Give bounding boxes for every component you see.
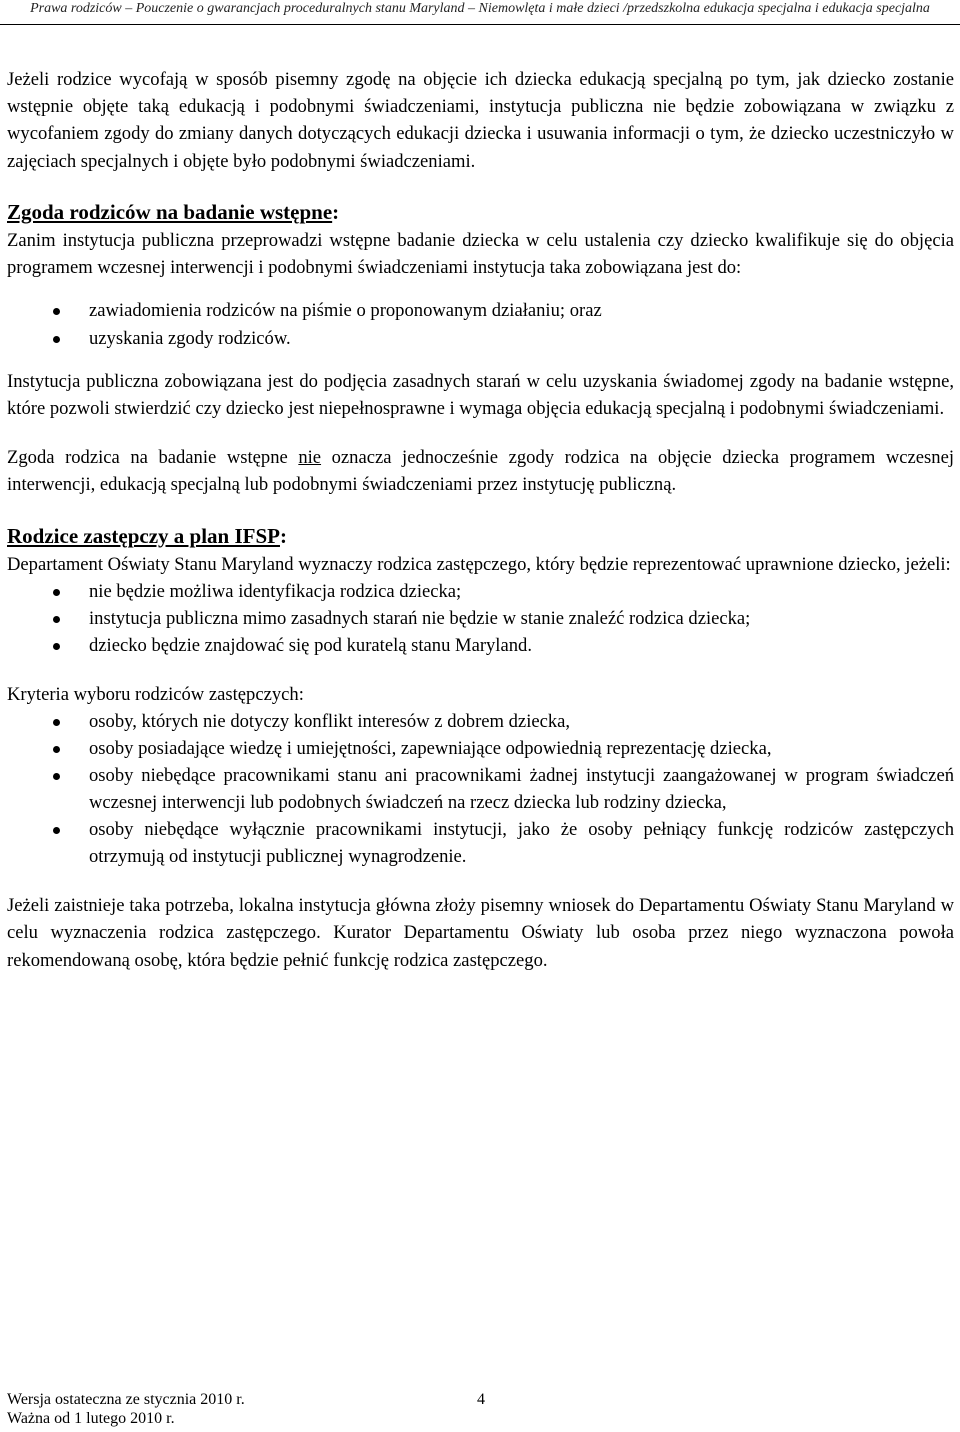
paragraph-final: Jeżeli zaistnieje taka potrzeba, lokalna instytucja główna złoży pisemny wniosek do Departamentu Oświaty Stanu Maryland w celu wyznaczenia rodzica zastępczego. Kurator Departamentu Oświaty lub osoba przez niego wyznaczona powoła rekomendowaną osobę, która będzie pełnić funkcję rodzica zastępczego. [7,895,954,971]
list-item: osoby niebędące wyłącznie pracownikami instytucji, jako że osoby pełniący funkcję rodziców zastępczych otrzymują od instytucji publicznej wynagrodzenie. [7,816,954,870]
bullet-icon [53,827,60,834]
bullet-icon [53,616,60,623]
bullet-icon [53,746,60,753]
bullet-icon [53,643,60,650]
running-title: Prawa rodziców – Pouczenie o gwarancjach proceduralnych stanu Maryland – Niemowlęta i małe dzieci /przedszkolna edukacja specjalna i edukacja specjalna [30,1,930,16]
section-heading-surrogate: Rodzice zastępczy a plan IFSP: [7,523,287,548]
list-item: dziecko będzie znajdować się pod kuratelą stanu Maryland. [7,632,954,659]
heading-consent-text: Zgoda rodziców na badanie wstępne [7,199,333,224]
consent-list [7,297,954,351]
bullet-icon [53,589,60,596]
emphasis-not: nie [298,447,322,469]
running-header [0,0,960,25]
bullet-icon [53,719,60,726]
document-body [7,66,954,974]
page-footer [7,1390,507,1428]
paragraph-surrogate-intro: Departament Oświaty Stanu Maryland wyznaczy rodzica zastępczego, który będzie reprezentować uprawnione dziecko, jeżeli: [7,553,951,575]
paragraph-reasonable-effort: Instytucja publiczna zobowiązana jest do podjęcia zasadnych starań w celu uzyskania świadomej zgody na badanie wstępne, które pozwoli stwierdzić czy dziecko jest niepełnosprawne i wymaga objęcia edukacją specjalną i podobnymi świadczeniami. [7,370,954,420]
paragraph-consent-intro: Zanim instytucja publiczna przeprowadzi wstępne badanie dziecka w celu ustalenia czy dziecko kwalifikuje się do objęcia programem wczesnej interwencji i podobnymi świadczeniami instytucja taka zobowiązana jest do: [7,230,954,279]
section-heading-consent: Zgoda rodziców na badanie wstępne: [7,199,340,224]
list-item: nie będzie możliwa identyfikacja rodzica dziecka; [7,578,954,605]
surrogate-conditions-list [7,578,954,659]
footer-version: Wersja ostateczna ze stycznia 2010 r. [7,1391,245,1408]
footer-valid-from: Ważna od 1 lutego 2010 r. [7,1410,175,1427]
paragraph-consent-not-implied: Zgoda rodzica na badanie wstępne nie oznacza jednocześnie zgody rodzica na objęcie dziecka programem wczesnej interwencji, edukacją specjalną lub podobnymi świadczeniami przez instytucję publiczną. [7,447,954,496]
list-item: instytucja publiczna mimo zasadnych starań nie będzie w stanie znaleźć rodzica dziecka; [7,605,954,632]
list-item: uzyskania zgody rodziców. [7,325,954,352]
bullet-icon [53,308,60,315]
paragraph-criteria-intro: Kryteria wyboru rodziców zastępczych: [7,684,304,706]
list-item: osoby niebędące pracownikami stanu ani pracownikami żadnej instytucji zaangażowanej w program świadczeń wczesnej interwencji lub podobnych świadczeń na rzecz dziecka lub rodziny dziecka, [7,762,954,816]
list-item: osoby posiadające wiedzę i umiejętności, zapewniające odpowiednią reprezentację dziecka, [7,735,954,762]
list-item: osoby, których nie dotyczy konflikt interesów z dobrem dziecka, [7,708,954,735]
bullet-icon [53,773,60,780]
bullet-icon [53,336,60,343]
page-number: 4 [477,1391,485,1408]
paragraph-consent-withdrawal: Jeżeli rodzice wycofają w sposób pisemny zgodę na objęcie ich dziecka edukacją specjalną po tym, jak dziecko zostanie wstępnie objęte taką edukacją i podobnymi świadczeniami, instytucja publiczna nie będzie zobowiązana w związku z wycofaniem zgody do zmiany danych dotyczących edukacji dziecka i usuwania informacji o tym, że dziecko uczestniczyło w zajęciach specjalnych i objęte było podobnymi świadczeniami. [7,69,954,172]
criteria-list [7,708,954,870]
heading-surrogate-text: Rodzice zastępczy a plan IFSP [7,523,280,548]
list-item: zawiadomienia rodziców na piśmie o proponowanym działaniu; oraz [7,297,954,324]
